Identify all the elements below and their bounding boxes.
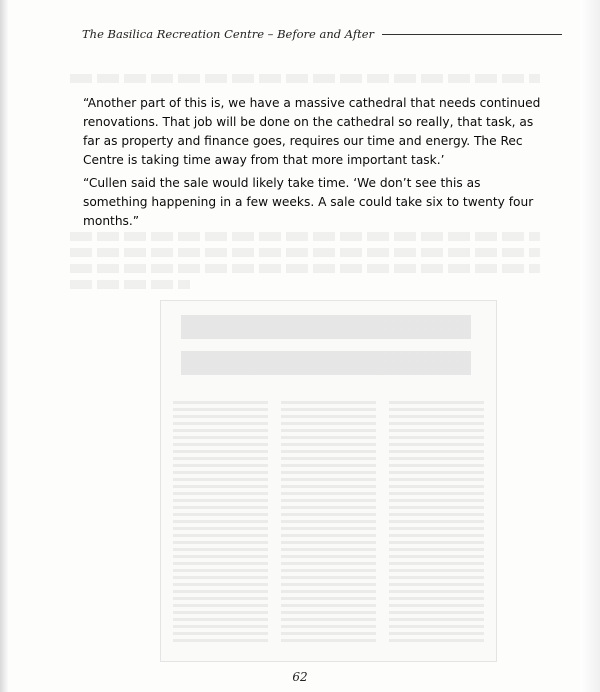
- running-header: [82, 26, 562, 42]
- page-number: 62: [292, 670, 308, 684]
- bleed-through-newspaper-clipping: [160, 300, 497, 662]
- bleed-through-line: [70, 248, 540, 257]
- header-rule: [382, 34, 562, 35]
- bleed-through-line: [70, 264, 540, 273]
- bleed-through-line: [70, 232, 540, 241]
- page-binding-shadow: [0, 0, 8, 692]
- bleed-through-column: [281, 401, 376, 646]
- bleed-through-column: [173, 401, 268, 646]
- bleed-through-line: [70, 280, 190, 289]
- quote-paragraph: “Another part of this is, we have a massive cathedral that needs continued renovations. That job will be done on the cathedral so really, that task, as far as property and finance goes, requires our time and energy. The Rec Centre is taking time away from that more important task.’: [83, 96, 541, 167]
- bleed-through-column: [389, 401, 484, 646]
- running-header-title: The Basilica Recreation Centre – Before and After: [82, 27, 375, 41]
- page-edge-shadow: [580, 0, 600, 692]
- bleed-through-headline: [181, 315, 471, 385]
- bleed-through-line: [70, 74, 540, 83]
- quote-paragraph: “Cullen said the sale would likely take time. ‘We don’t see this as something happening in a few weeks. A sale could take six to twenty four months.”: [83, 176, 534, 228]
